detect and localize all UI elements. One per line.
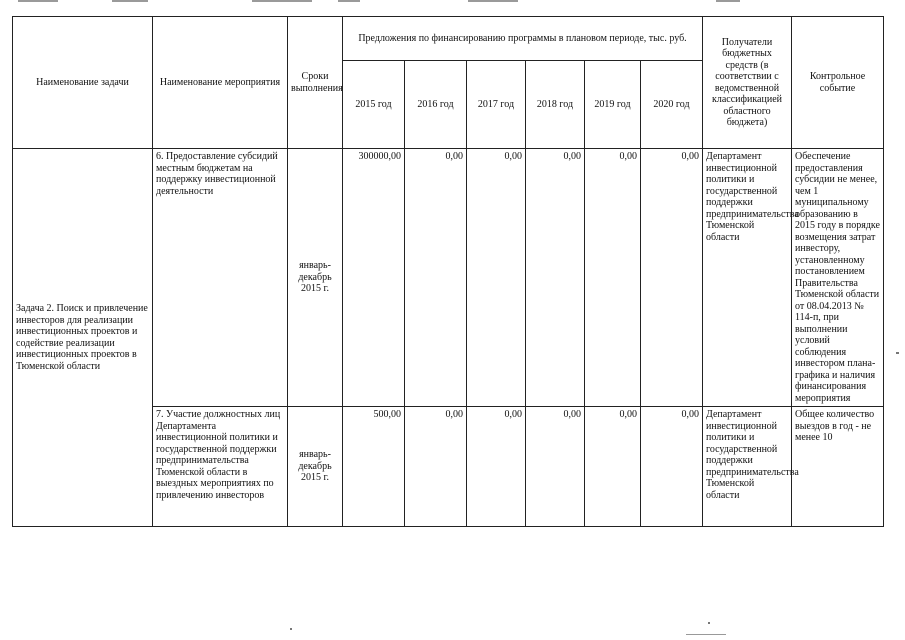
header-year: 2020 год [641, 61, 703, 149]
value-cell: 0,00 [467, 149, 526, 407]
scan-speck [686, 634, 726, 635]
value-cell: 0,00 [526, 149, 585, 407]
scan-speck [708, 622, 710, 624]
scan-top-edge [0, 0, 905, 4]
value-cell: 300000,00 [343, 149, 405, 407]
value-cell: 0,00 [405, 149, 467, 407]
value-cell: 0,00 [641, 407, 703, 527]
measure-cell: 6. Предоставление субсидий местным бюджетам на поддержку инвестиционной деятельности [153, 149, 288, 407]
header-year: 2017 год [467, 61, 526, 149]
value-cell: 500,00 [343, 407, 405, 527]
header-year: 2019 год [585, 61, 641, 149]
header-year: 2016 год [405, 61, 467, 149]
header-deadline: Сроки выполнения [288, 17, 343, 149]
measure-cell: 7. Участие должностных лиц Департамента инвестиционной политики и государственной поддержки предпринимательства Тюменской области в выездных мероприятиях по привлечению инвесторов [153, 407, 288, 527]
header-recipients: Получатели бюджетных средств (в соответствии с ведомственной классификацией областного бюджета) [703, 17, 792, 149]
scan-speck [290, 628, 292, 630]
task-name-cell: Задача 2. Поиск и привлечение инвесторов для реализации инвестиционных проектов и содействие реализации инвестиционных проектов в Тюменской области [13, 149, 153, 527]
value-cell: 0,00 [405, 407, 467, 527]
value-cell: 0,00 [526, 407, 585, 527]
header-year: 2015 год [343, 61, 405, 149]
deadline-cell: январь-декабрь 2015 г. [288, 149, 343, 407]
control-event-cell: Общее количество выездов в год - не менее 10 [792, 407, 884, 527]
value-cell: 0,00 [641, 149, 703, 407]
header-task-name: Наименование задачи [13, 17, 153, 149]
control-event-cell: Обеспечение предоставления субсидии не менее, чем 1 муниципальному образованию в 2015 году в порядке возмещения затрат инвестору, установленному постановлением Правительства Тюменской области от 08.04.2013 № 114-п, при выполнении условий соблюдения инвестором плана-графика и наличия финансирования мероприятия [792, 149, 884, 407]
header-row-top [13, 17, 884, 61]
table-row [13, 149, 884, 407]
value-cell: 0,00 [467, 407, 526, 527]
header-control-event: Контрольное событие [792, 17, 884, 149]
scan-speck [896, 352, 899, 354]
value-cell: 0,00 [585, 149, 641, 407]
deadline-cell: январь-декабрь 2015 г. [288, 407, 343, 527]
header-measure-name: Наименование мероприятия [153, 17, 288, 149]
header-year: 2018 год [526, 61, 585, 149]
recipient-cell: Департамент инвестиционной политики и государственной поддержки предпринимательства Тюменской области [703, 149, 792, 407]
recipient-cell: Департамент инвестиционной политики и государственной поддержки предпринимательства Тюменской области [703, 407, 792, 527]
value-cell: 0,00 [585, 407, 641, 527]
header-financing: Предложения по финансированию программы в плановом периоде, тыс. руб. [343, 17, 703, 61]
budget-table [12, 16, 884, 527]
